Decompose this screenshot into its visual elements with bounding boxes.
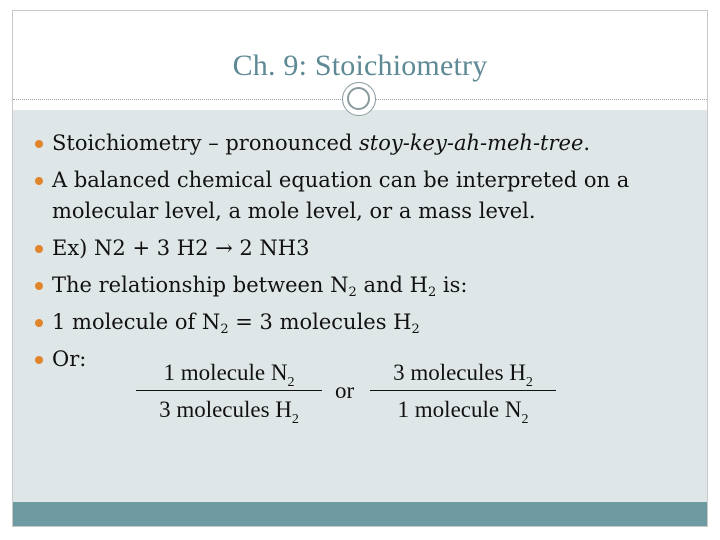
pronunciation-text: stoy-key-ah-meh-tree <box>359 131 584 155</box>
denominator-text: 1 molecule N <box>397 397 522 422</box>
fraction-denominator <box>136 397 322 427</box>
bullet-period: . <box>583 131 591 155</box>
fraction-numerator <box>136 360 322 390</box>
denominator-text: 3 molecules H <box>159 397 292 422</box>
bullet-dot-icon <box>35 319 43 327</box>
bullet-item-ratio <box>32 307 682 338</box>
bullet-dot-icon <box>35 282 43 290</box>
bullet-text: Or: <box>52 347 87 371</box>
fraction-bar <box>136 390 322 391</box>
bullet-item-example <box>32 233 682 264</box>
equation-right: 2 NH3 <box>232 236 310 260</box>
bullet-text: is: <box>436 273 468 297</box>
subscript: 2 <box>411 322 420 337</box>
bullet-text: The relationship between N <box>52 273 349 297</box>
subscript: 2 <box>427 285 437 300</box>
circle-ornament-icon <box>342 82 376 116</box>
fraction-numerator <box>370 360 556 390</box>
bullet-dot-icon <box>35 245 43 253</box>
slide-title: Ch. 9: Stoichiometry <box>232 49 488 82</box>
bullet-text: 1 molecule of N <box>52 310 221 334</box>
bullet-text: A balanced chemical equation can be interpreted on a molecular level, a mole level, or a mass level. <box>52 168 630 223</box>
subscript: 2 <box>521 412 529 427</box>
footer-bar <box>13 502 707 526</box>
subscript: 2 <box>525 375 533 390</box>
numerator-text: 1 molecule N <box>163 360 288 385</box>
fraction-right <box>370 360 556 427</box>
bullet-list <box>32 128 682 381</box>
subscript: 2 <box>287 375 295 390</box>
numerator-text: 3 molecules H <box>393 360 526 385</box>
circle-ornament-inner <box>347 87 370 110</box>
arrow-icon: → <box>215 236 233 260</box>
equation-left: Ex) N2 + 3 H2 <box>52 236 216 260</box>
fraction-denominator <box>370 397 556 427</box>
fraction-bar <box>370 390 556 391</box>
bullet-item-interpretation <box>32 165 682 227</box>
bullet-item-relationship <box>32 270 682 301</box>
bullet-dot-icon <box>35 140 43 148</box>
subscript: 2 <box>291 412 299 427</box>
bullet-dot-icon <box>35 356 43 364</box>
bullet-item-or <box>32 344 682 375</box>
subscript: 2 <box>220 322 229 337</box>
bullet-text: = 3 molecules H <box>228 310 412 334</box>
bullet-dot-icon <box>35 177 43 185</box>
fraction-left <box>136 360 322 427</box>
or-label: or <box>335 378 355 403</box>
subscript: 2 <box>348 285 357 300</box>
bullet-text: and H <box>356 273 428 297</box>
bullet-item-pronunciation <box>32 128 682 159</box>
bullet-text: Stoichiometry – pronounced <box>52 131 360 155</box>
